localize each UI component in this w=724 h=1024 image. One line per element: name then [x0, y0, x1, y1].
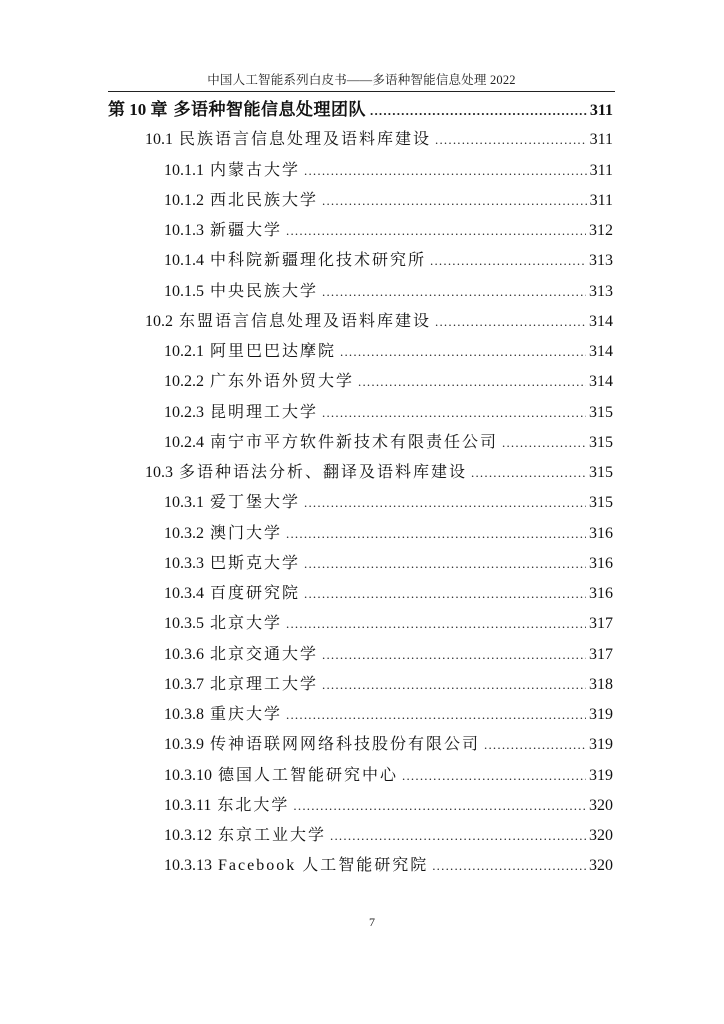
- toc-entry-number: 10.1.5: [164, 282, 204, 300]
- toc-dot-leader: [286, 700, 586, 730]
- toc-entry-page: 314: [589, 312, 613, 330]
- toc-entry-page: 320: [589, 827, 613, 844]
- toc-entry-title: 民族语言信息处理及语料库建设: [179, 131, 432, 149]
- toc-entry-page: 311: [589, 131, 613, 149]
- toc-subsection-entry[interactable]: [164, 337, 613, 367]
- toc-entry-title: 东北大学: [217, 796, 290, 814]
- toc-dot-leader: [322, 398, 586, 428]
- toc-entry-number: 10.1.4: [164, 252, 204, 270]
- toc-entry-number: 10.1: [145, 131, 173, 149]
- toc-subsection-entry[interactable]: [164, 367, 613, 397]
- toc-entry-page: 311: [589, 102, 613, 119]
- toc-entry-title: 中央民族大学: [210, 282, 319, 300]
- toc-entry-number: 10.3.7: [164, 675, 204, 693]
- toc-entry-title: 北京理工大学: [210, 675, 319, 693]
- header-rule: [108, 91, 615, 92]
- toc-subsection-entry[interactable]: [164, 700, 613, 730]
- toc-dot-leader: [370, 96, 587, 126]
- toc-dot-leader: [293, 791, 586, 821]
- toc-entry-title: 南宁市平方软件新技术有限责任公司: [210, 433, 499, 451]
- toc-entry-number: 10.2.3: [164, 403, 204, 421]
- toc-entry-page: 318: [589, 675, 613, 693]
- page-number: 7: [369, 915, 375, 929]
- toc-entry-page: 319: [589, 706, 613, 723]
- toc-subsection-entry[interactable]: [164, 156, 613, 186]
- toc-entry-page: 319: [589, 766, 613, 784]
- toc-entry-page: 313: [589, 282, 613, 300]
- toc-entry-title: 德国人工智能研究中心: [218, 766, 399, 784]
- toc-dot-leader: [322, 640, 586, 670]
- toc-subsection-entry[interactable]: [164, 791, 613, 821]
- toc-subsection-entry[interactable]: [164, 821, 613, 851]
- toc-entry-number: 10.3.1: [164, 494, 204, 512]
- toc-entry-page: 315: [589, 433, 613, 451]
- toc-section-entry[interactable]: [145, 307, 613, 337]
- toc-entry-title: 巴斯克大学: [210, 554, 301, 572]
- toc-entry-number: 10.3.11: [164, 796, 212, 814]
- toc-chapter-entry[interactable]: [108, 95, 613, 125]
- toc-entry-number: 10.3.12: [164, 827, 212, 844]
- toc-entry-title: 中科院新疆理化技术研究所: [210, 252, 427, 270]
- toc-dot-leader: [435, 307, 586, 337]
- toc-dot-leader: [471, 458, 586, 488]
- toc-dot-leader: [304, 488, 586, 518]
- toc-section-entry[interactable]: [145, 458, 613, 488]
- toc-subsection-entry[interactable]: [164, 851, 613, 881]
- toc-entry-page: 317: [589, 645, 613, 663]
- toc-entry-title: 北京交通大学: [210, 645, 319, 663]
- toc-subsection-entry[interactable]: [164, 609, 613, 639]
- toc-entry-number: 10.3.2: [164, 524, 204, 542]
- toc-entry-number: 第 10 章: [108, 100, 168, 119]
- toc-subsection-entry[interactable]: [164, 730, 613, 760]
- toc-dot-leader: [322, 186, 587, 216]
- toc-subsection-entry[interactable]: [164, 579, 613, 609]
- toc-subsection-entry[interactable]: [164, 428, 613, 458]
- toc-dot-leader: [340, 337, 586, 367]
- toc-entry-page: 320: [589, 796, 613, 814]
- toc-dot-leader: [304, 156, 587, 186]
- toc-entry-page: 314: [589, 343, 613, 360]
- toc-dot-leader: [322, 277, 586, 307]
- toc-subsection-entry[interactable]: [164, 670, 613, 700]
- toc-dot-leader: [322, 670, 586, 700]
- toc-dot-leader: [502, 428, 586, 458]
- toc-entry-page: 316: [589, 585, 613, 602]
- toc-dot-leader: [304, 549, 586, 579]
- toc-dot-leader: [432, 851, 586, 881]
- toc-entry-title: 阿里巴巴达摩院: [210, 343, 337, 360]
- toc-entry-title: 新疆大学: [210, 222, 283, 239]
- toc-dot-leader: [435, 125, 587, 155]
- toc-entry-number: 10.3.13: [164, 857, 212, 875]
- toc-entry-number: 10.3.10: [164, 766, 212, 784]
- toc-entry-number: 10.3.3: [164, 554, 204, 572]
- toc-entry-title: 百度研究院: [210, 585, 301, 602]
- toc-entry-page: 315: [589, 403, 613, 421]
- toc-entry-title: 内蒙古大学: [210, 161, 301, 179]
- toc-subsection-entry[interactable]: [164, 761, 613, 791]
- page-header: 中国人工智能系列白皮书——多语种智能信息处理 2022: [207, 73, 516, 87]
- toc-entry-title: 多语种语法分析、翻译及语料库建设: [179, 464, 468, 481]
- toc-entry-page: 315: [589, 464, 613, 481]
- toc-entry-title: 爱丁堡大学: [210, 494, 301, 512]
- toc-entry-title: 多语种智能信息处理团队: [173, 100, 366, 119]
- toc-entry-page: 313: [589, 252, 613, 270]
- toc-entry-number: 10.3: [145, 464, 173, 481]
- toc-entry-page: 316: [589, 524, 613, 542]
- toc-entry-number: 10.2.1: [164, 343, 204, 360]
- toc-entry-title: 东京工业大学: [218, 827, 327, 844]
- toc-entry-number: 10.2.2: [164, 373, 204, 391]
- toc-entry-page: 316: [589, 554, 613, 572]
- toc-entry-page: 319: [589, 736, 613, 754]
- toc-dot-leader: [430, 246, 586, 276]
- toc-subsection-entry[interactable]: [164, 640, 613, 670]
- toc-entry-title: 东盟语言信息处理及语料库建设: [179, 312, 432, 330]
- toc-entry-number: 10.3.9: [164, 736, 204, 754]
- toc-entry-title: 传神语联网网络科技股份有限公司: [210, 736, 481, 754]
- toc-entry-title: 广东外语外贸大学: [210, 373, 355, 391]
- toc-entry-page: 311: [589, 191, 613, 209]
- toc-dot-leader: [358, 367, 586, 397]
- toc-entry-page: 311: [589, 161, 613, 179]
- toc-entry-number: 10.2.4: [164, 433, 204, 451]
- toc-entry-number: 10.3.8: [164, 706, 204, 723]
- toc-subsection-entry[interactable]: [164, 519, 613, 549]
- toc-dot-leader: [304, 579, 586, 609]
- toc-section-entry[interactable]: [145, 125, 613, 155]
- toc-entry-number: 10.3.6: [164, 645, 204, 663]
- toc-dot-leader: [286, 609, 586, 639]
- toc-entry-page: 320: [589, 857, 613, 875]
- toc-entry-title: 西北民族大学: [210, 191, 319, 209]
- toc-entry-page: 312: [589, 222, 613, 239]
- toc-entry-title: 重庆大学: [210, 706, 283, 723]
- toc-subsection-entry[interactable]: [164, 488, 613, 518]
- toc-entry-number: 10.1.1: [164, 161, 204, 179]
- toc-entry-title: Facebook 人工智能研究院: [218, 857, 429, 875]
- toc-subsection-entry[interactable]: [164, 398, 613, 428]
- toc-entry-page: 317: [589, 615, 613, 633]
- toc-entry-title: 北京大学: [210, 615, 283, 633]
- toc-dot-leader: [484, 730, 586, 760]
- toc-entry-title: 澳门大学: [210, 524, 283, 542]
- toc-subsection-entry[interactable]: [164, 549, 613, 579]
- toc-entry-page: 314: [589, 373, 613, 391]
- toc-subsection-entry[interactable]: [164, 186, 613, 216]
- toc-entry-title: 昆明理工大学: [210, 403, 319, 421]
- toc-entry-number: 10.1.2: [164, 191, 204, 209]
- toc-entry-number: 10.3.4: [164, 585, 204, 602]
- toc-dot-leader: [286, 519, 586, 549]
- toc-dot-leader: [402, 761, 586, 791]
- toc-entry-page: 315: [589, 494, 613, 512]
- toc-dot-leader: [286, 216, 586, 246]
- toc-subsection-entry[interactable]: [164, 216, 613, 246]
- toc-subsection-entry[interactable]: [164, 277, 613, 307]
- toc-entry-number: 10.1.3: [164, 222, 204, 239]
- toc-dot-leader: [330, 821, 586, 851]
- toc-subsection-entry[interactable]: [164, 246, 613, 276]
- toc-entry-number: 10.3.5: [164, 615, 204, 633]
- toc-entry-number: 10.2: [145, 312, 173, 330]
